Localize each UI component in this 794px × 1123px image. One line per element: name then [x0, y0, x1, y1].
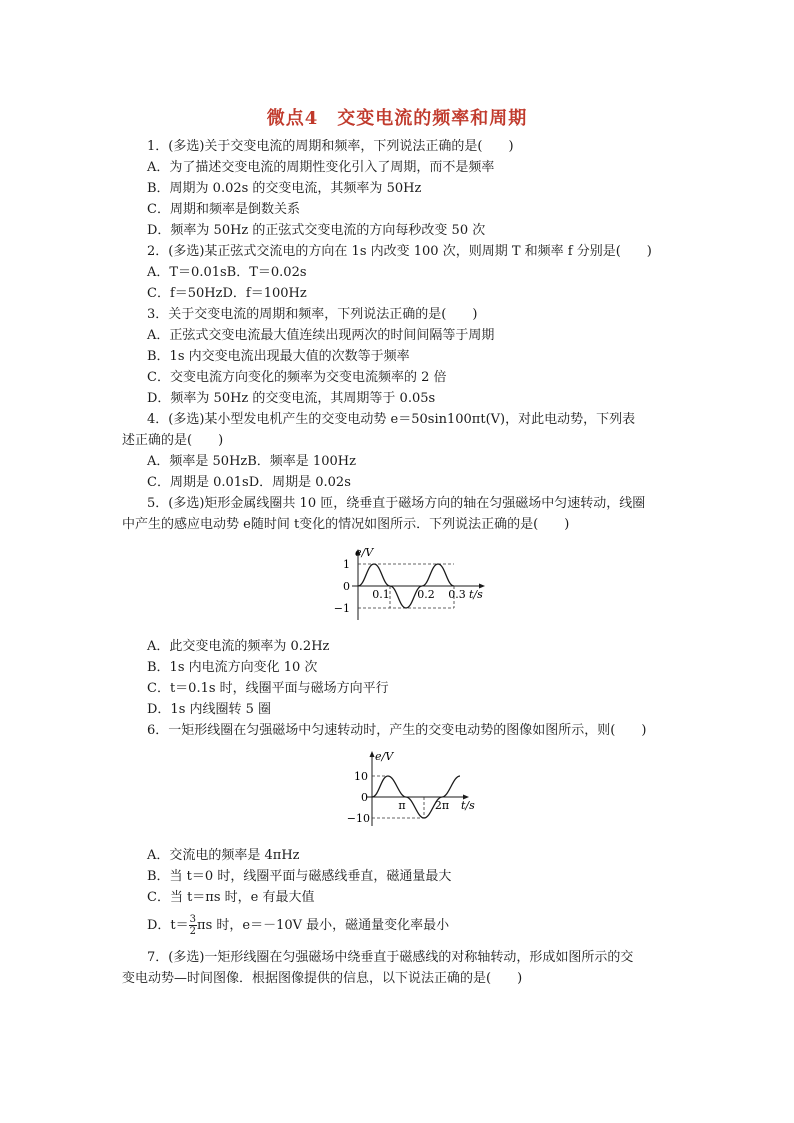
fig2-xlabel: t/s: [461, 799, 475, 812]
q6-option-c: C．当 t＝πs 时，e 有最大值: [147, 890, 315, 905]
q7-stem-line1: 7．(多选)一矩形线圈在匀强磁场中绕垂直于磁感线的对称轴转动，形成如图所示的交: [147, 950, 634, 965]
q6-option-a: A．交流电的频率是 4πHz: [147, 848, 300, 863]
q5-option-b: B．1s 内电流方向变化 10 次: [147, 660, 318, 675]
fig2-xtick-2pi: 2π: [434, 799, 450, 812]
figure-2-sine-graph: [342, 748, 482, 828]
q5-option-d: D．1s 内线圈转 5 圈: [147, 702, 272, 717]
fig1-xtick-0.2: 0.2: [417, 588, 435, 601]
q5-stem-line2: 中产生的感应电动势 e随时间 t变化的情况如图所示．下列说法正确的是( ): [122, 517, 570, 532]
q4-stem-line2: 述正确的是( ): [122, 433, 224, 448]
figure-1-sine-graph: [334, 546, 494, 624]
page-title: 微点4 交变电流的频率和周期: [266, 108, 528, 129]
fig1-ytick-min: −1: [334, 602, 350, 615]
q6-option-d: [147, 912, 449, 940]
fig1-xtick-0.3: 0.3: [448, 588, 466, 601]
q6-option-d-fraction: [189, 914, 197, 937]
q1-stem: 1．(多选)关于交变电流的周期和频率，下列说法正确的是( ): [147, 139, 514, 154]
fraction-denominator: 2: [189, 926, 197, 937]
q3-option-a: A．正弦式交变电流最大值连续出现两次的时间间隔等于周期: [147, 328, 495, 343]
q3-option-b: B．1s 内交变电流出现最大值的次数等于频率: [147, 349, 410, 364]
fig2-ylabel: e/V: [375, 750, 394, 763]
q6-option-b: B．当 t＝0 时，线圈平面与磁感线垂直，磁通量最大: [147, 869, 452, 884]
q3-stem: 3．关于交变电流的周期和频率，下列说法正确的是( ): [147, 307, 478, 322]
fig1-xtick-0.1: 0.1: [372, 588, 390, 601]
q6-option-d-suffix: πs 时，e＝－10V 最小，磁通量变化率最小: [197, 918, 450, 933]
q4-options-ab: A．频率是 50HzB．频率是 100Hz: [147, 454, 356, 469]
q5-stem-line1: 5．(多选)矩形金属线圈共 10 匝，绕垂直于磁场方向的轴在匀强磁场中匀速转动，线圈: [147, 496, 646, 511]
q5-option-c: C．t＝0.1s 时，线圈平面与磁场方向平行: [147, 681, 389, 696]
fig1-ylabel: e/V: [355, 546, 374, 559]
q1-option-d: D．频率为 50Hz 的正弦式交变电流的方向每秒改变 50 次: [147, 223, 486, 238]
q6-option-d-prefix: D．t＝: [147, 918, 189, 933]
fraction-numerator: 3: [189, 914, 197, 925]
q2-options-cd: C．f＝50HzD．f＝100Hz: [147, 286, 307, 301]
q5-option-a: A．此交变电流的频率为 0.2Hz: [147, 639, 330, 654]
q7-stem-line2: 变电动势—时间图像．根据图像提供的信息，以下说法正确的是( ): [122, 971, 523, 986]
fig1-xlabel: t/s: [469, 588, 483, 601]
q1-option-b: B．周期为 0.02s 的交变电流，其频率为 50Hz: [147, 181, 422, 196]
q2-stem: 2．(多选)某正弦式交流电的方向在 1s 内改变 100 次，则周期 T 和频率 f 分别是( ): [147, 244, 652, 259]
q4-stem-line1: 4．(多选)某小型发电机产生的交变电动势 e＝50sin100πt(V)，对此电动势，下列表: [147, 412, 636, 427]
fig2-ytick-max: 10: [354, 770, 368, 783]
fig1-ytick-zero: 0: [343, 580, 350, 593]
fig2-ytick-min: −10: [346, 812, 370, 825]
q1-option-c: C．周期和频率是倒数关系: [147, 202, 300, 217]
fig2-xtick-pi: π: [398, 799, 406, 812]
q4-options-cd: C．周期是 0.01sD．周期是 0.02s: [147, 475, 351, 490]
fig2-ytick-zero: 0: [361, 791, 368, 804]
fig1-ytick-max: 1: [343, 558, 350, 571]
q1-option-a: A．为了描述交变电流的周期性变化引入了周期，而不是频率: [147, 160, 495, 175]
q3-option-d: D．频率为 50Hz 的交变电流，其周期等于 0.05s: [147, 391, 436, 406]
q2-options-ab: A．T＝0.01sB．T＝0.02s: [147, 265, 307, 280]
q3-option-c: C．交变电流方向变化的频率为交变电流频率的 2 倍: [147, 370, 447, 385]
q6-stem: 6．一矩形线圈在匀强磁场中匀速转动时，产生的交变电动势的图像如图所示，则( ): [147, 723, 647, 738]
